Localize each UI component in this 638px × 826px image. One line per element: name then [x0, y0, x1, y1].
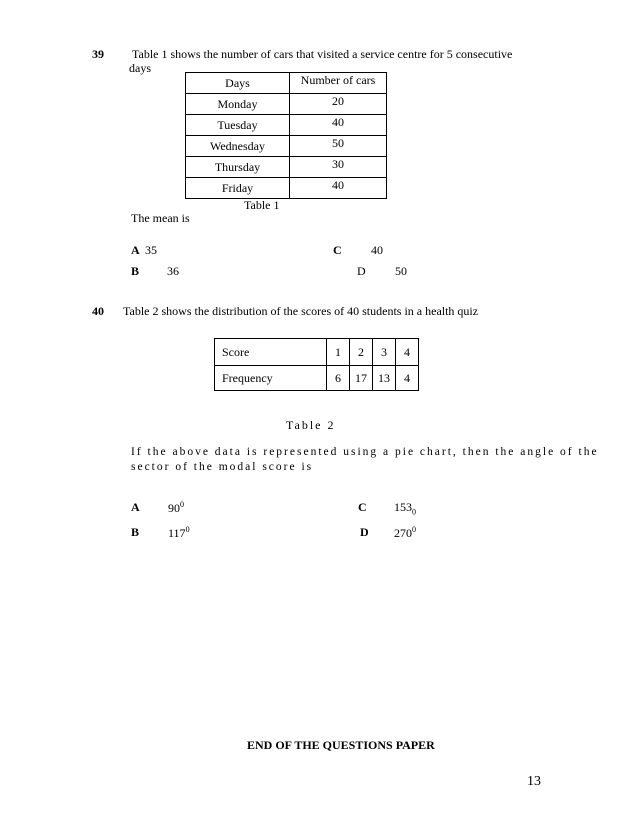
table-cell: 20	[290, 94, 387, 115]
table-cell: Friday	[186, 178, 290, 199]
option-d-value: 50	[395, 264, 407, 278]
table-cell: 1	[327, 339, 350, 366]
question-40-number: 40	[92, 304, 104, 318]
option-d-letter: D	[357, 264, 366, 278]
option-b-value: 36	[167, 264, 179, 278]
table-cell: Tuesday	[186, 115, 290, 136]
table-2-caption: Table 2	[286, 418, 336, 432]
option-c-letter: C	[333, 243, 342, 257]
table-header-frequency: Frequency	[215, 366, 327, 391]
table-row	[186, 178, 387, 199]
question-40-text: Table 2 shows the distribution of the scores of 40 students in a health quiz	[123, 304, 479, 318]
question-40-prompt-line2: sector of the modal score is	[131, 461, 314, 473]
table-row	[186, 73, 387, 94]
option-b-value: $117^0$	[168, 525, 190, 540]
option-b-letter: B	[131, 264, 140, 278]
option-a-value: $90^0$	[168, 500, 184, 515]
question-39-text-line2: days	[129, 61, 151, 75]
table-cell: 17	[350, 366, 373, 391]
table-row	[186, 136, 387, 157]
table-cell: 4	[396, 366, 419, 391]
table-cell: 30	[290, 157, 387, 178]
option-c-value: $153_0$	[394, 500, 416, 517]
table-row	[186, 115, 387, 136]
table-row	[215, 339, 419, 366]
option-a-value: 35	[145, 243, 157, 257]
question-39-prompt: The mean is	[131, 211, 190, 225]
table-1	[185, 72, 387, 199]
question-39-text-line1: Table 1 shows the number of cars that visited a service centre for 5 consecutive	[132, 47, 513, 61]
option-c-letter: C	[358, 500, 367, 514]
table-row	[186, 94, 387, 115]
option-a-letter: A	[131, 243, 140, 257]
table-cell: 2	[350, 339, 373, 366]
table-header-score: Score	[215, 339, 327, 366]
table-1-caption: Table 1	[244, 198, 280, 212]
question-39-number: 39	[92, 47, 104, 61]
option-d-letter: D	[360, 525, 369, 539]
table-cell: 4	[396, 339, 419, 366]
option-b-letter: B	[131, 525, 140, 539]
table-row	[186, 157, 387, 178]
page-number: 13	[527, 774, 541, 789]
table-cell: 3	[373, 339, 396, 366]
table-row	[215, 366, 419, 391]
table-cell: 40	[290, 115, 387, 136]
table-cell: Wednesday	[186, 136, 290, 157]
option-c-value: 40	[371, 243, 383, 257]
table-cell: Thursday	[186, 157, 290, 178]
option-a-letter: A	[131, 500, 140, 514]
table-cell: 50	[290, 136, 387, 157]
table-cell: Monday	[186, 94, 290, 115]
option-d-value: $270^0$	[394, 525, 416, 540]
question-40-prompt-line1: If the above data is represented using a pie chart, then the angle of the	[131, 446, 599, 458]
table-header-cars: Number of cars	[290, 73, 387, 94]
table-cell: 6	[327, 366, 350, 391]
table-2	[214, 338, 419, 391]
table-header-days: Days	[186, 73, 290, 94]
table-cell: 40	[290, 178, 387, 199]
table-cell: 13	[373, 366, 396, 391]
end-of-paper-text: END OF THE QUESTIONS PAPER	[247, 738, 435, 752]
